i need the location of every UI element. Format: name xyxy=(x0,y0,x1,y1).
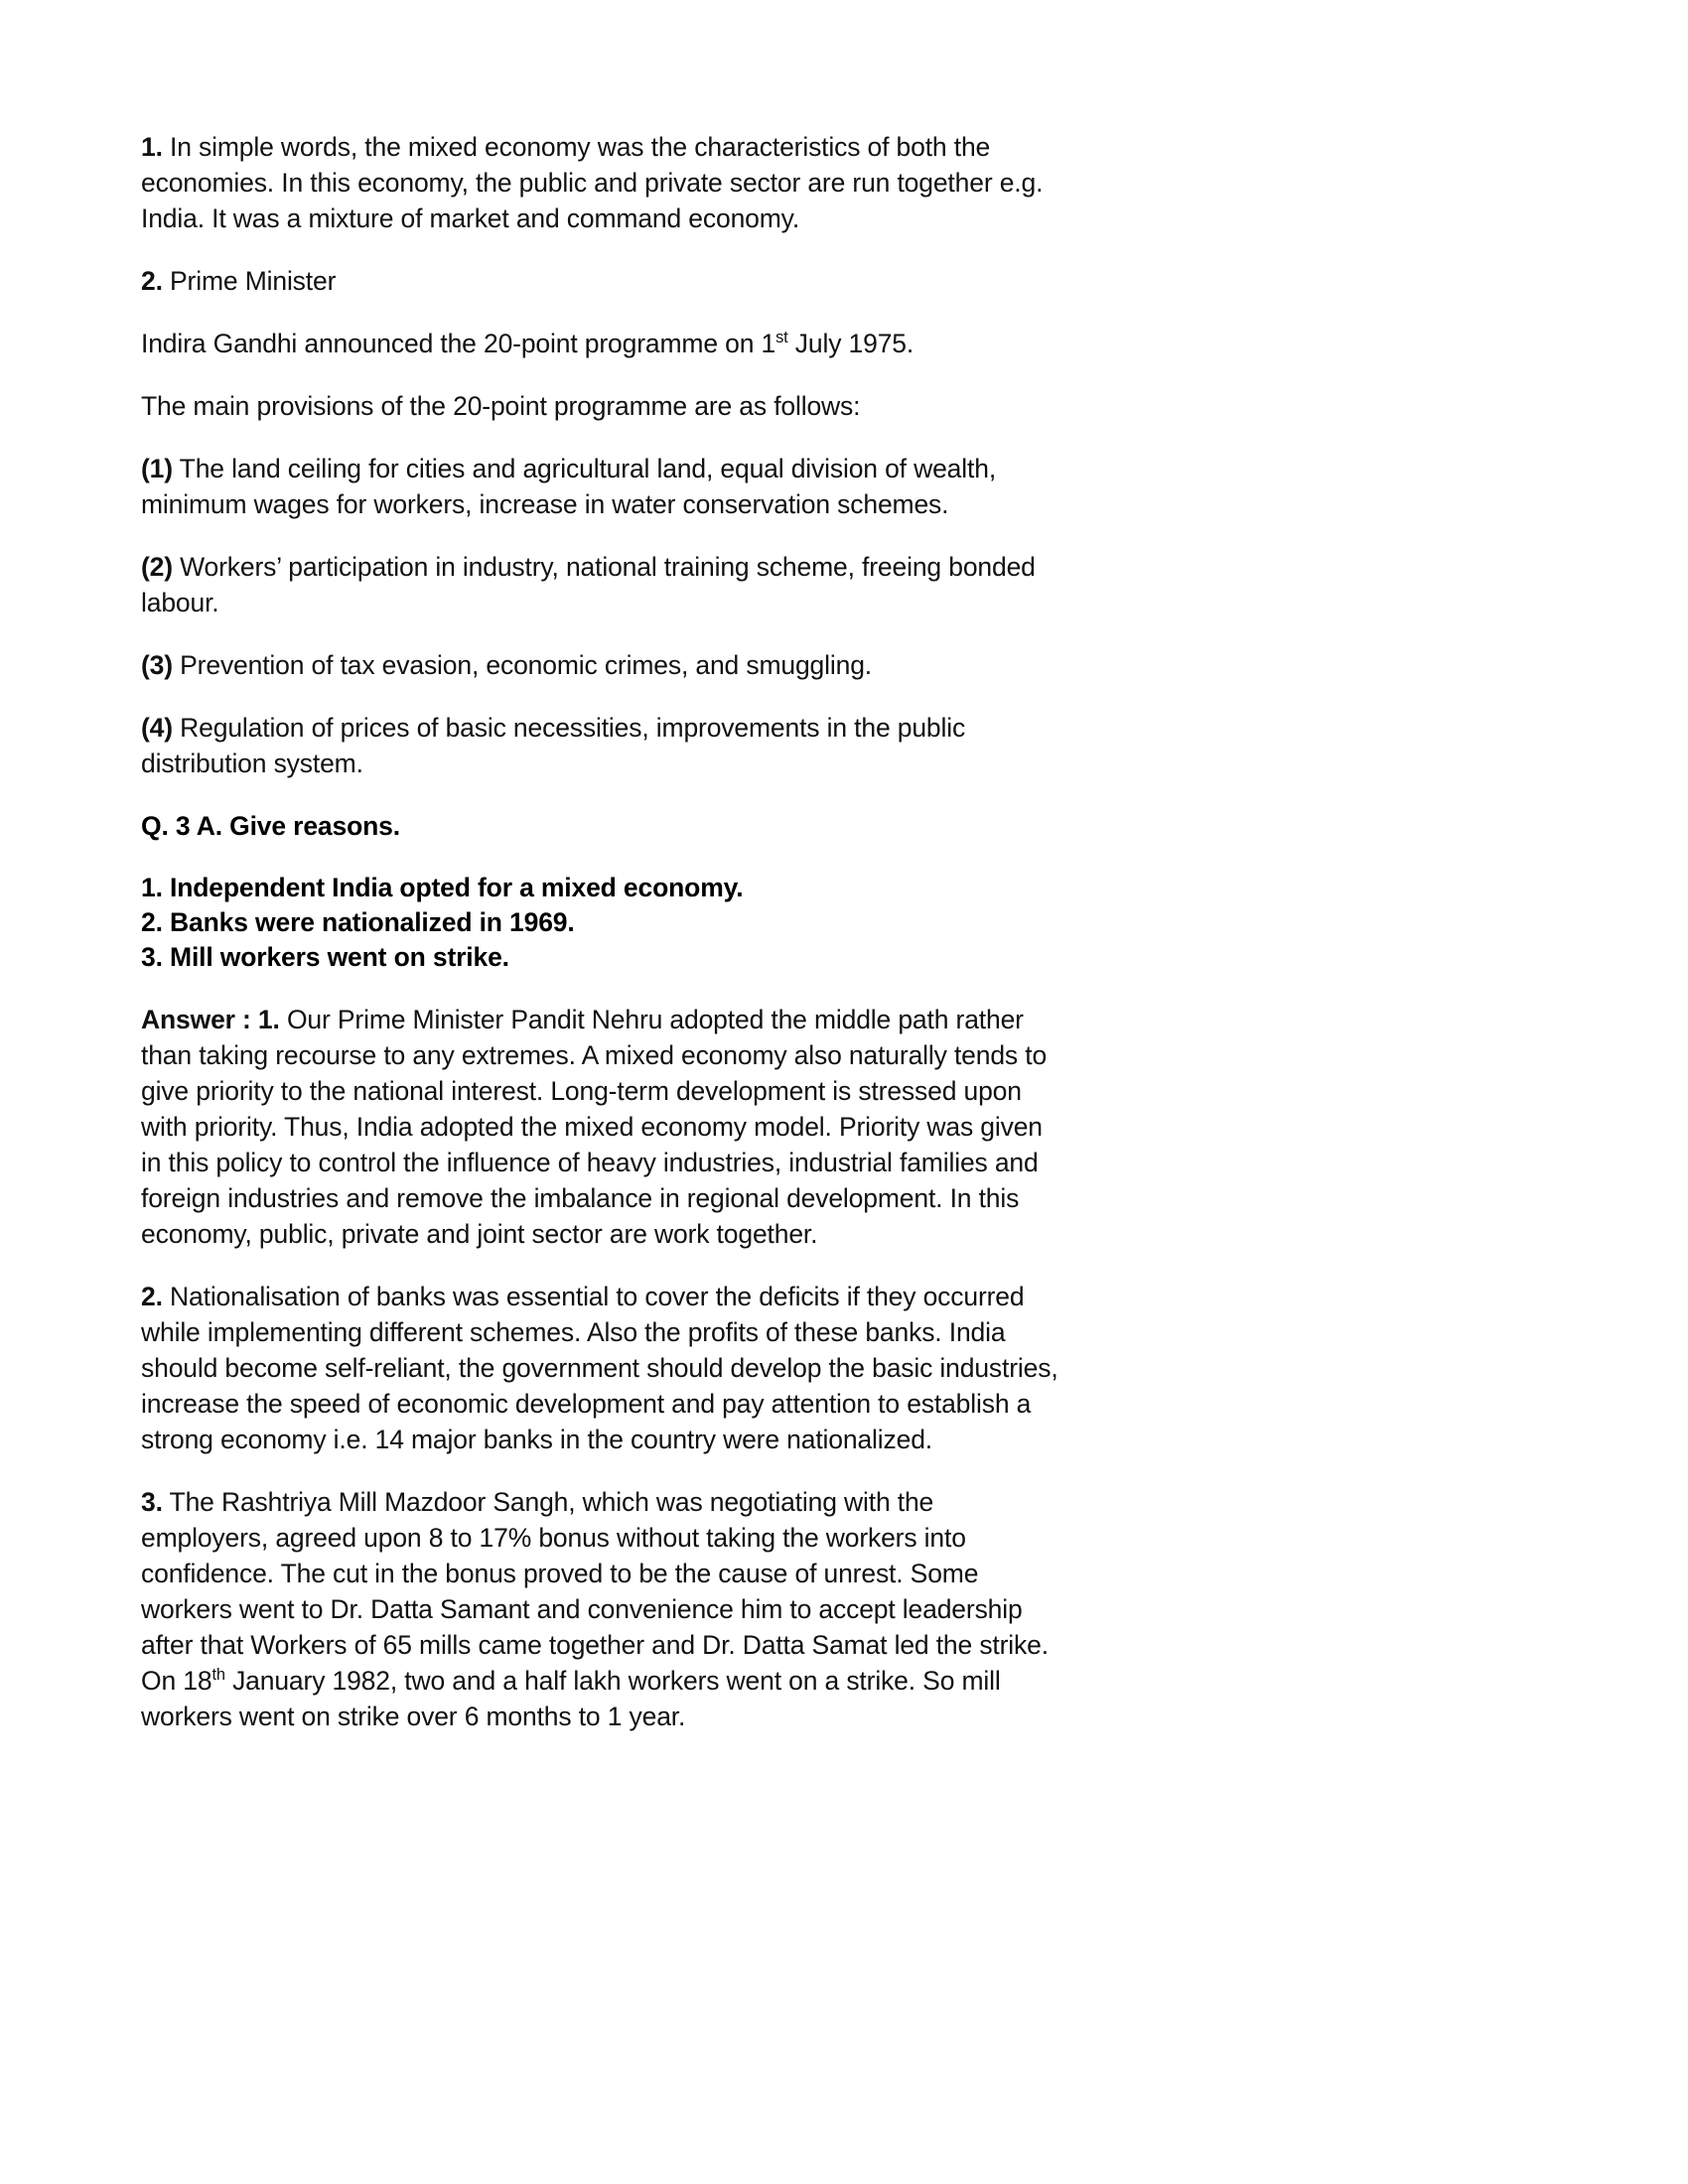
paragraph-2 xyxy=(141,263,1059,299)
paragraph-1 xyxy=(141,129,1059,236)
provision-3-marker: (3) xyxy=(141,650,173,680)
answer-2-paragraph xyxy=(141,1279,1059,1457)
answer-3-label: 3. xyxy=(141,1487,163,1517)
document-text-column xyxy=(141,129,1059,1761)
provision-item-1 xyxy=(141,451,1059,522)
provision-4-text: Regulation of prices of basic necessities, improvements in the public distribution system. xyxy=(141,713,966,778)
question-list-item-3: 3. Mill workers went on strike. xyxy=(141,942,509,972)
answer-3-paragraph xyxy=(141,1484,1059,1734)
answer-3-text-part-1: The Rashtriya Mill Mazdoor Sangh, which was negotiating with the employers, agreed upon 8 to 17% bonus without taking the workers into confidence. The cut in the bonus proved to be the cause of unrest. Some workers went to Dr. Datta Samant and convenience him to accept leadership after that Workers of 65 mills came together and Dr. Datta Samat led the strike. On 18 xyxy=(141,1487,1049,1696)
provision-item-3 xyxy=(141,647,1059,683)
question-heading: Q. 3 A. Give reasons. xyxy=(141,811,400,841)
question-list-item-2: 2. Banks were nationalized in 1969. xyxy=(141,907,575,937)
answer-1-paragraph xyxy=(141,1002,1059,1252)
provision-2-marker: (2) xyxy=(141,552,173,582)
indira-line-after: July 1975. xyxy=(787,329,914,358)
provision-item-2 xyxy=(141,549,1059,620)
provisions-intro: The main provisions of the 20-point programme are as follows: xyxy=(141,391,861,421)
question-list-item-1: 1. Independent India opted for a mixed economy. xyxy=(141,873,744,902)
indira-line-before: Indira Gandhi announced the 20-point programme on 1 xyxy=(141,329,776,358)
answer-1-label: Answer : 1. xyxy=(141,1005,280,1034)
provision-2-text: Workers’ participation in industry, national training scheme, freeing bonded labour. xyxy=(141,552,1036,617)
question-list xyxy=(141,871,1059,975)
answer-3-text-part-2: January 1982, two and a half lakh workers went on a strike. So mill workers went on strike over 6 months to 1 year. xyxy=(141,1666,1001,1731)
provision-1-text: The land ceiling for cities and agricultural land, equal division of wealth, minimum wages for workers, increase in water conservation schemes. xyxy=(141,454,997,519)
paragraph-1-text: In simple words, the mixed economy was the characteristics of both the economies. In this economy, the public and private sector are run together e.g. India. It was a mixture of market and command economy. xyxy=(141,132,1044,233)
provision-item-4 xyxy=(141,710,1059,781)
paragraph-2-text: Prime Minister xyxy=(162,266,337,296)
ordinal-suffix-th: th xyxy=(211,1666,225,1685)
answer-2-label: 2. xyxy=(141,1282,163,1311)
provision-4-marker: (4) xyxy=(141,713,173,743)
indira-gandhi-line xyxy=(141,326,1059,361)
paragraph-1-marker: 1. xyxy=(141,132,163,162)
provision-1-marker: (1) xyxy=(141,454,173,483)
answer-2-text: Nationalisation of banks was essential to cover the deficits if they occurred while implementing different schemes. Also the profits of these banks. India should become self-reliant, the government should develop the basic industries, increase the speed of economic development and pay attention to establish a strong economy i.e. 14 major banks in the country were nationalized. xyxy=(141,1282,1058,1454)
provision-3-text: Prevention of tax evasion, economic crimes, and smuggling. xyxy=(172,650,872,680)
answer-1-text: Our Prime Minister Pandit Nehru adopted the middle path rather than taking recourse to any extremes. A mixed economy also naturally tends to give priority to the national interest. Long-term development is stressed upon with priority. Thus, India adopted the mixed economy model. Priority was given in this policy to control the influence of heavy industries, industrial families and foreign industries and remove the imbalance in regional development. In this economy, public, private and joint sector are work together. xyxy=(141,1005,1048,1249)
ordinal-suffix-st: st xyxy=(775,329,788,347)
paragraph-2-marker: 2. xyxy=(141,266,163,296)
